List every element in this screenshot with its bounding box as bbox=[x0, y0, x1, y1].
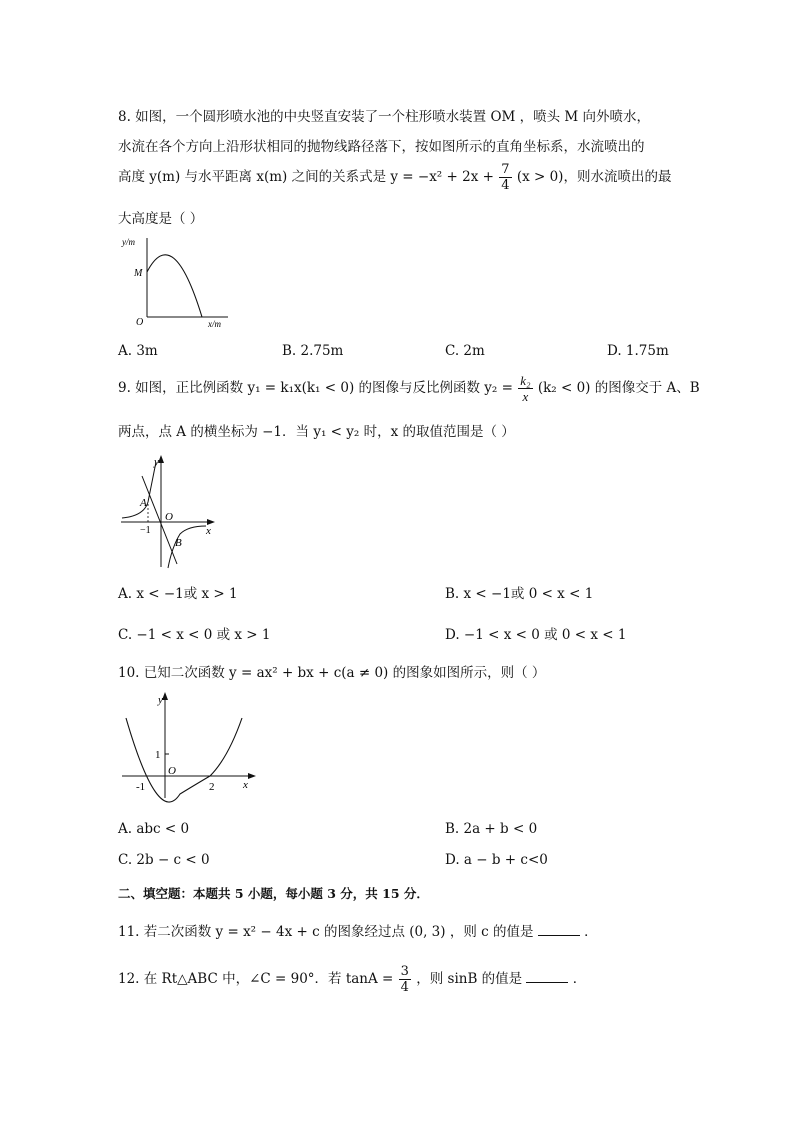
q9-fraction-den: x bbox=[522, 389, 529, 404]
q11-answer-blank[interactable] bbox=[538, 923, 580, 936]
q10-y-arrow bbox=[162, 692, 168, 700]
q8-fraction bbox=[499, 163, 511, 192]
q9-point-b: B bbox=[175, 537, 182, 549]
q9-line-2: 两点，点 A 的横坐标为 −1．当 y₁ < y₂ 时，x 的取值范围是（ ） bbox=[118, 424, 515, 440]
q10-option-c: C. 2b − c < 0 bbox=[118, 852, 210, 868]
q10-figure bbox=[118, 688, 263, 803]
q10-option-a: A. abc < 0 bbox=[118, 821, 190, 837]
q10-origin: O bbox=[168, 765, 176, 777]
q8-line-3 bbox=[118, 163, 671, 192]
q8-option-b: B. 2.75m bbox=[282, 343, 344, 359]
q9-point-a: A bbox=[140, 497, 147, 509]
q9-option-c: C. −1 < x < 0 或 x > 1 bbox=[118, 627, 271, 643]
q8-figure bbox=[118, 232, 233, 332]
q10-option-b: B. 2a + b < 0 bbox=[445, 821, 538, 837]
q8-option-d: D. 1.75m bbox=[607, 343, 669, 359]
q9-origin: O bbox=[165, 511, 173, 523]
q8-line-2: 水流在各个方向上沿形状相同的抛物线路径落下，按如图所示的直角坐标系，水流喷出的 bbox=[118, 139, 645, 155]
q12-prefix: 12. 在 Rt△ABC 中，∠C = 90°．若 tanA = bbox=[118, 971, 394, 987]
q8-line-3-prefix: 高度 y(m) 与水平距离 x(m) 之间的关系式是 y = −x² + 2x + bbox=[118, 169, 494, 185]
q12-line bbox=[118, 965, 586, 994]
q12-fraction-den: 4 bbox=[400, 980, 409, 995]
q8-origin: O bbox=[136, 317, 144, 328]
q8-xlabel: x/m bbox=[208, 319, 221, 329]
q8-point-m: M bbox=[134, 268, 143, 279]
q12-suffix: ，则 sinB 的值是 bbox=[416, 971, 523, 987]
q12-answer-blank[interactable] bbox=[526, 970, 568, 983]
q10-option-d: D. a − b + c<0 bbox=[445, 852, 548, 868]
q8-line-4: 大高度是（ ） bbox=[118, 211, 204, 227]
q11-end: ． bbox=[584, 924, 598, 940]
q8-ylabel: y/m bbox=[122, 237, 135, 247]
q9-option-a: A. x < −1或 x > 1 bbox=[118, 586, 238, 602]
q10-line-1: 10. 已知二次函数 y = ax² + bx + c(a ≠ 0) 的图象如图所示，则（ ） bbox=[118, 665, 546, 681]
q10-one-label: 1 bbox=[155, 749, 161, 761]
q10-y-label: y bbox=[158, 694, 163, 706]
q10-neg-one-label: -1 bbox=[136, 781, 146, 793]
q8-parabola bbox=[147, 255, 202, 317]
q9-line-1-prefix: 9. 如图，正比例函数 y₁ = k₁x(k₁ < 0) 的图像与反比例函数 y₂ = bbox=[118, 380, 513, 396]
q8-line-1: 8. 如图，一个圆形喷水池的中央竖直安装了一个柱形喷水装置 OM ，喷头 M 向外喷水， bbox=[118, 109, 651, 125]
q9-option-b: B. x < −1或 0 < x < 1 bbox=[445, 586, 594, 602]
q8-fraction-num: 7 bbox=[501, 162, 510, 177]
q11-text: 11. 若二次函数 y = x² − 4x + c 的图象经过点 (0, 3) ，则 c 的值是 bbox=[118, 924, 534, 940]
q9-y-label: y bbox=[154, 456, 159, 468]
q12-fraction bbox=[399, 965, 411, 994]
q9-line-1-suffix: (k₂ < 0) 的图像交于 A、B bbox=[537, 380, 700, 396]
q12-fraction-num: 3 bbox=[400, 964, 409, 979]
q10-two-label: 2 bbox=[209, 781, 215, 793]
q9-figure bbox=[118, 452, 218, 572]
q9-option-d: D. −1 < x < 0 或 0 < x < 1 bbox=[445, 627, 627, 643]
q9-x-label: x bbox=[206, 525, 211, 537]
q9-fraction bbox=[518, 374, 532, 403]
q8-line-3-suffix: (x > 0)，则水流喷出的最 bbox=[516, 169, 672, 185]
q9-neg-one: −1 bbox=[140, 525, 151, 536]
section-2-title: 二、填空题：本题共 5 小题，每小题 3 分，共 15 分． bbox=[118, 886, 429, 901]
q9-y-arrow bbox=[158, 455, 164, 463]
q9-hyperbola-left bbox=[122, 462, 156, 518]
q8-option-c: C. 2m bbox=[445, 343, 485, 359]
q10-x-label: x bbox=[243, 779, 248, 791]
q12-end: ． bbox=[572, 971, 587, 987]
q8-option-a: A. 3m bbox=[118, 343, 158, 359]
q8-fraction-den: 4 bbox=[501, 178, 510, 193]
q9-line-1 bbox=[118, 374, 700, 403]
q11-line bbox=[118, 920, 598, 940]
q9-fraction-num: k₂ bbox=[520, 373, 531, 388]
q9-hyperbola-right bbox=[168, 526, 206, 568]
q10-x-arrow bbox=[248, 773, 256, 779]
